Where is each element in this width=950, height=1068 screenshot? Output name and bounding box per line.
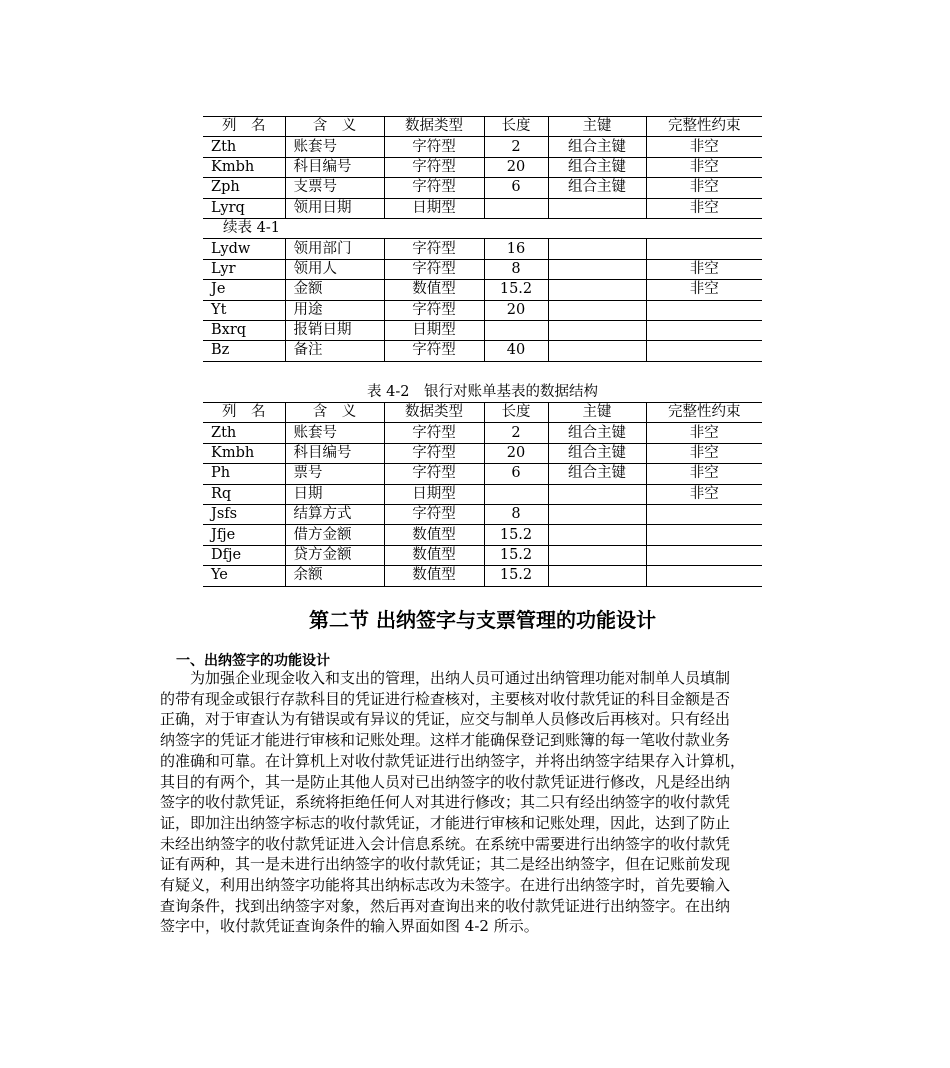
table-cell: 字符型 <box>384 423 484 443</box>
table-cell: Ph <box>203 464 285 484</box>
subsection-title: 一、出纳签字的功能设计 <box>176 653 330 669</box>
table-cell: 非空 <box>646 137 762 157</box>
table-cell <box>548 525 646 545</box>
continued-table-label-row <box>203 218 762 238</box>
table-cell <box>646 300 762 320</box>
table-cell <box>484 198 548 218</box>
table-cell: 15.2 <box>484 525 548 545</box>
table-cell <box>548 484 646 504</box>
table-cell: 字符型 <box>384 137 484 157</box>
table-cell: 结算方式 <box>285 504 384 524</box>
table-cell: Bz <box>203 341 285 361</box>
table-cell: Dfje <box>203 545 285 565</box>
table-cell: 日期型 <box>384 484 484 504</box>
table-row <box>203 137 762 157</box>
table-cell: Kmbh <box>203 157 285 177</box>
table-cell: 字符型 <box>384 504 484 524</box>
table-cell: 非空 <box>646 423 762 443</box>
table-row <box>203 239 762 259</box>
table-4-2-bank-statement <box>203 402 762 587</box>
table-cell: 数值型 <box>384 280 484 300</box>
column-header: 完整性约束 <box>646 403 762 423</box>
table-cell: 字符型 <box>384 178 484 198</box>
table-cell <box>548 320 646 340</box>
table-row <box>203 464 762 484</box>
table-cell: 20 <box>484 157 548 177</box>
paragraph-line: 正确，对于审查认为有错误或有异议的凭证，应交与制单人员修改后再核对。只有经出 <box>160 710 731 729</box>
table-cell: 组合主键 <box>548 178 646 198</box>
table-cell: 组合主键 <box>548 157 646 177</box>
table-cell <box>548 280 646 300</box>
table-cell <box>646 545 762 565</box>
column-header: 完整性约束 <box>646 117 762 137</box>
table-cell: 15.2 <box>484 566 548 586</box>
table-cell <box>646 504 762 524</box>
table-cell: Jsfs <box>203 504 285 524</box>
table-cell <box>548 198 646 218</box>
table-cell: 支票号 <box>285 178 384 198</box>
table-cell: Ye <box>203 566 285 586</box>
table-row <box>203 198 762 218</box>
table-cell: 字符型 <box>384 259 484 279</box>
table-cell <box>548 300 646 320</box>
table-cell: Lyr <box>203 259 285 279</box>
table-cell: Kmbh <box>203 443 285 463</box>
table-row <box>203 525 762 545</box>
table-row <box>203 157 762 177</box>
table-cell: Zth <box>203 137 285 157</box>
table-cell <box>646 239 762 259</box>
table-cell: 15.2 <box>484 545 548 565</box>
table-cell <box>548 239 646 259</box>
paragraph-line: 的带有现金或银行存款科目的凭证进行检查核对，主要核对收付款凭证的科目金额是否 <box>160 689 731 708</box>
table-cell: 16 <box>484 239 548 259</box>
table-cell: 字符型 <box>384 341 484 361</box>
table-header-row <box>203 117 762 137</box>
table-cell <box>484 320 548 340</box>
table-cell: Yt <box>203 300 285 320</box>
table-header-row <box>203 403 762 423</box>
table-cell: 非空 <box>646 198 762 218</box>
table-cell: 20 <box>484 300 548 320</box>
table-cell: 科目编号 <box>285 443 384 463</box>
table-row <box>203 320 762 340</box>
column-header: 主键 <box>548 117 646 137</box>
table-cell: 字符型 <box>384 157 484 177</box>
table-cell: 字符型 <box>384 443 484 463</box>
table-cell: Bxrq <box>203 320 285 340</box>
table-cell: 领用日期 <box>285 198 384 218</box>
paragraph-line: 纳签字的凭证才能进行审核和记账处理。这样才能确保登记到账簿的每一笔收付款业务 <box>160 731 731 750</box>
table-cell: 借方金额 <box>285 525 384 545</box>
table-cell: 6 <box>484 178 548 198</box>
column-header: 列 名 <box>203 117 285 137</box>
table-cell <box>548 341 646 361</box>
table-cell: 贷方金额 <box>285 545 384 565</box>
table-row <box>203 300 762 320</box>
table-cell: 科目编号 <box>285 157 384 177</box>
table-cell: 用途 <box>285 300 384 320</box>
paragraph-line: 证，即加注出纳签字标志的收付款凭证，才能进行审核和记账处理，因此，达到了防止 <box>160 813 731 832</box>
table-cell: 2 <box>484 423 548 443</box>
table-cell: Lyrq <box>203 198 285 218</box>
table-cell: 账套号 <box>285 137 384 157</box>
table-cell: 字符型 <box>384 239 484 259</box>
column-header: 列 名 <box>203 403 285 423</box>
table-cell: 字符型 <box>384 300 484 320</box>
body-paragraph <box>160 668 820 937</box>
table-cell <box>646 320 762 340</box>
table-cell <box>548 545 646 565</box>
table-cell: 非空 <box>646 443 762 463</box>
table-cell <box>646 566 762 586</box>
table-cell: 领用部门 <box>285 239 384 259</box>
table-cell: 8 <box>484 259 548 279</box>
table-row <box>203 259 762 279</box>
section-title: 第二节 出纳签字与支票管理的功能设计 <box>309 608 656 632</box>
table-cell: 8 <box>484 504 548 524</box>
table-cell: Zph <box>203 178 285 198</box>
table-cell <box>548 504 646 524</box>
table-4-1-continued <box>203 116 762 362</box>
table-row <box>203 504 762 524</box>
table-cell: 组合主键 <box>548 464 646 484</box>
table-cell: Je <box>203 280 285 300</box>
table-cell: 账套号 <box>285 423 384 443</box>
table-cell: 数值型 <box>384 566 484 586</box>
table-caption: 表 4-2 银行对账单基表的数据结构 <box>367 384 598 400</box>
paragraph-line: 的准确和可靠。在计算机上对收付款凭证进行出纳签字，并将出纳签字结果存入计算机， <box>160 751 746 770</box>
paragraph-line: 其目的有两个，其一是防止其他人员对已出纳签字的收付款凭证进行修改，凡是经出纳 <box>160 772 731 791</box>
table-cell: 非空 <box>646 280 762 300</box>
table-cell: 非空 <box>646 484 762 504</box>
table-cell: 组合主键 <box>548 443 646 463</box>
table-row <box>203 545 762 565</box>
table-row <box>203 280 762 300</box>
column-header: 数据类型 <box>384 403 484 423</box>
table-cell: 20 <box>484 443 548 463</box>
table-cell: 领用人 <box>285 259 384 279</box>
table-row <box>203 341 762 361</box>
table-cell: 余额 <box>285 566 384 586</box>
table-cell: 金额 <box>285 280 384 300</box>
table-cell: 40 <box>484 341 548 361</box>
paragraph-line: 签字的收付款凭证，系统将拒绝任何人对其进行修改；其二只有经出纳签字的收付款凭 <box>160 793 731 812</box>
column-header: 含 义 <box>285 403 384 423</box>
table-cell: 票号 <box>285 464 384 484</box>
table-cell: Lydw <box>203 239 285 259</box>
table-cell: 报销日期 <box>285 320 384 340</box>
table-row <box>203 443 762 463</box>
paragraph-line: 证有两种，其一是未进行出纳签字的收付款凭证；其二是经出纳签字，但在记账前发现 <box>160 855 731 874</box>
continued-table-label: 续表 4-1 <box>203 218 762 238</box>
table-cell: 非空 <box>646 259 762 279</box>
table-cell: 日期型 <box>384 198 484 218</box>
table-cell <box>548 259 646 279</box>
table-row <box>203 566 762 586</box>
paragraph-line: 为加强企业现金收入和支出的管理，出纳人员可通过出纳管理功能对制单人员填制 <box>190 669 731 687</box>
table-cell: 非空 <box>646 157 762 177</box>
table-cell: Jfje <box>203 525 285 545</box>
column-header: 主键 <box>548 403 646 423</box>
table-cell <box>646 525 762 545</box>
paragraph-line: 未经出纳签字的收付款凭证进入会计信息系统。在系统中需要进行出纳签字的收付款凭 <box>160 834 731 853</box>
table-cell: 6 <box>484 464 548 484</box>
table-cell: 15.2 <box>484 280 548 300</box>
table-cell <box>548 566 646 586</box>
table-cell: 日期 <box>285 484 384 504</box>
table-cell: Rq <box>203 484 285 504</box>
paragraph-line: 查询条件，找到出纳签字对象，然后再对查询出来的收付款凭证进行出纳签字。在出纳 <box>160 896 731 915</box>
table-cell: 字符型 <box>384 464 484 484</box>
table-cell: 日期型 <box>384 320 484 340</box>
table-cell <box>484 484 548 504</box>
table-cell: Zth <box>203 423 285 443</box>
table-cell: 备注 <box>285 341 384 361</box>
table-cell <box>646 341 762 361</box>
table-row <box>203 423 762 443</box>
table-cell: 2 <box>484 137 548 157</box>
table-cell: 数值型 <box>384 525 484 545</box>
column-header: 长度 <box>484 117 548 137</box>
table-cell: 组合主键 <box>548 423 646 443</box>
column-header: 数据类型 <box>384 117 484 137</box>
column-header: 含 义 <box>285 117 384 137</box>
table-row <box>203 178 762 198</box>
paragraph-line: 签字中，收付款凭证查询条件的输入界面如图 4-2 所示。 <box>160 917 539 936</box>
table-cell: 非空 <box>646 464 762 484</box>
table-cell: 非空 <box>646 178 762 198</box>
table-cell: 组合主键 <box>548 137 646 157</box>
table-cell: 数值型 <box>384 545 484 565</box>
table-row <box>203 484 762 504</box>
paragraph-line: 有疑义，利用出纳签字功能将其出纳标志改为未签字。在进行出纳签字时，首先要输入 <box>160 876 731 895</box>
column-header: 长度 <box>484 403 548 423</box>
